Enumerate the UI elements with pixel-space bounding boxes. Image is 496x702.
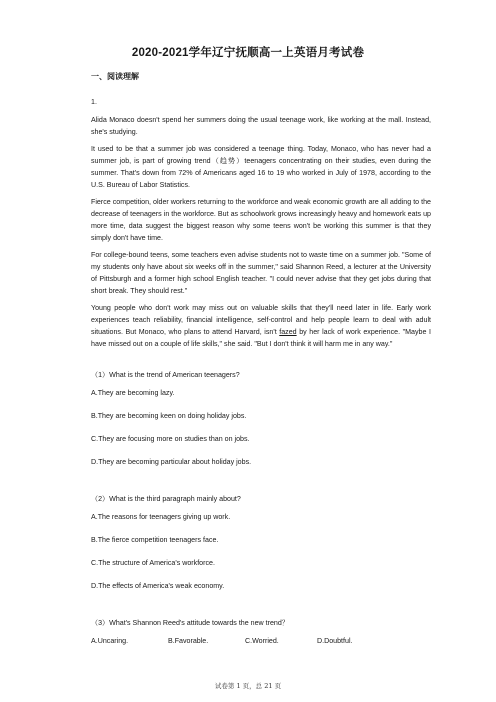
page-footer: 试卷第 1 页，总 21 页 <box>214 682 282 690</box>
answer-option[interactable]: A.Uncaring. <box>91 637 129 645</box>
underlined-word: fazed <box>279 328 297 336</box>
answer-option[interactable]: D.They are becoming particular about holiday jobs. <box>91 458 252 466</box>
answer-option[interactable]: B.Favorable. <box>168 637 209 645</box>
answer-option[interactable]: C.Worried. <box>245 637 279 645</box>
question-stem: （3）What's Shannon Reed's attitude towards the new trend？ <box>91 619 289 627</box>
question-1 <box>91 369 431 468</box>
document-title: 2020-2021学年辽宁抚顺高一上英语月考试卷 <box>131 47 365 59</box>
document-body <box>91 96 431 647</box>
answer-option[interactable]: D.Doubtful. <box>317 637 353 645</box>
answer-option[interactable]: D.The effects of America's weak economy. <box>91 582 225 590</box>
answer-option[interactable]: C.The structure of America's workforce. <box>91 559 215 567</box>
question-stem: （1）What is the trend of American teenagers? <box>91 371 240 379</box>
answer-option[interactable]: A.The reasons for teenagers giving up work. <box>91 513 231 521</box>
answer-option[interactable]: B.The fierce competition teenagers face. <box>91 536 219 544</box>
answer-option[interactable]: C.They are focusing more on studies than on jobs. <box>91 435 250 443</box>
paragraph-text: Young people who don't work may miss out on valuable skills that they'll need later in life. Early work experiences teach reliability, financial intelligence, self-control and help people learn to deal with adult situations. But Monaco, who plans to attend Harvard, isn't <box>91 304 431 336</box>
question-2 <box>91 493 431 592</box>
passage-paragraph: Fierce competition, older workers returning to the workforce and weak economic growth are all adding to the decrease of teenagers in the workforce. But as schoolwork grows increasingly heavy and homework eats up more time, data suggest the biggest reason why some teens won't be working this summer is that they simply don't have time. <box>91 198 431 242</box>
passage-paragraph-last <box>91 302 431 350</box>
answer-options-row <box>91 635 431 647</box>
question-3 <box>91 617 431 647</box>
passage-paragraph: It used to be that a summer job was considered a teenage thing. Today, Monaco, who has never had a summer job, is part of growing trend（趋势）teenagers concentrating on their studies, even during the summer. That's down from 72% of Americans aged 16 to 19 who worked in July of 1978, according to the U.S. Bureau of Labor Statistics. <box>91 145 431 189</box>
answer-option[interactable]: A.They are becoming lazy. <box>91 389 175 397</box>
passage-paragraph: Alida Monaco doesn't spend her summers doing the usual teenage work, like working at the mall. Instead, she's studying. <box>91 116 431 136</box>
question-stem: （2）What is the third paragraph mainly about? <box>91 495 241 503</box>
paragraph-text: by her lack of work experience. "Maybe I have missed out on a couple of life skills," she said. "But I don't think it will harm me in any way." <box>91 328 431 348</box>
answer-option[interactable]: B.They are becoming keen on doing holiday jobs. <box>91 412 247 420</box>
question-number: 1. <box>91 98 97 106</box>
passage-paragraph: For college-bound teens, some teachers even advise students not to waste time on a summer job. "Some of my students only have about six weeks off in the summer," said Shannon Reed, a lecturer at the University of Pittsburgh and a former high school English teacher. "I could never advise that they get jobs during that short break. They should rest." <box>91 251 431 295</box>
section-heading: 一、阅读理解 <box>91 72 139 81</box>
